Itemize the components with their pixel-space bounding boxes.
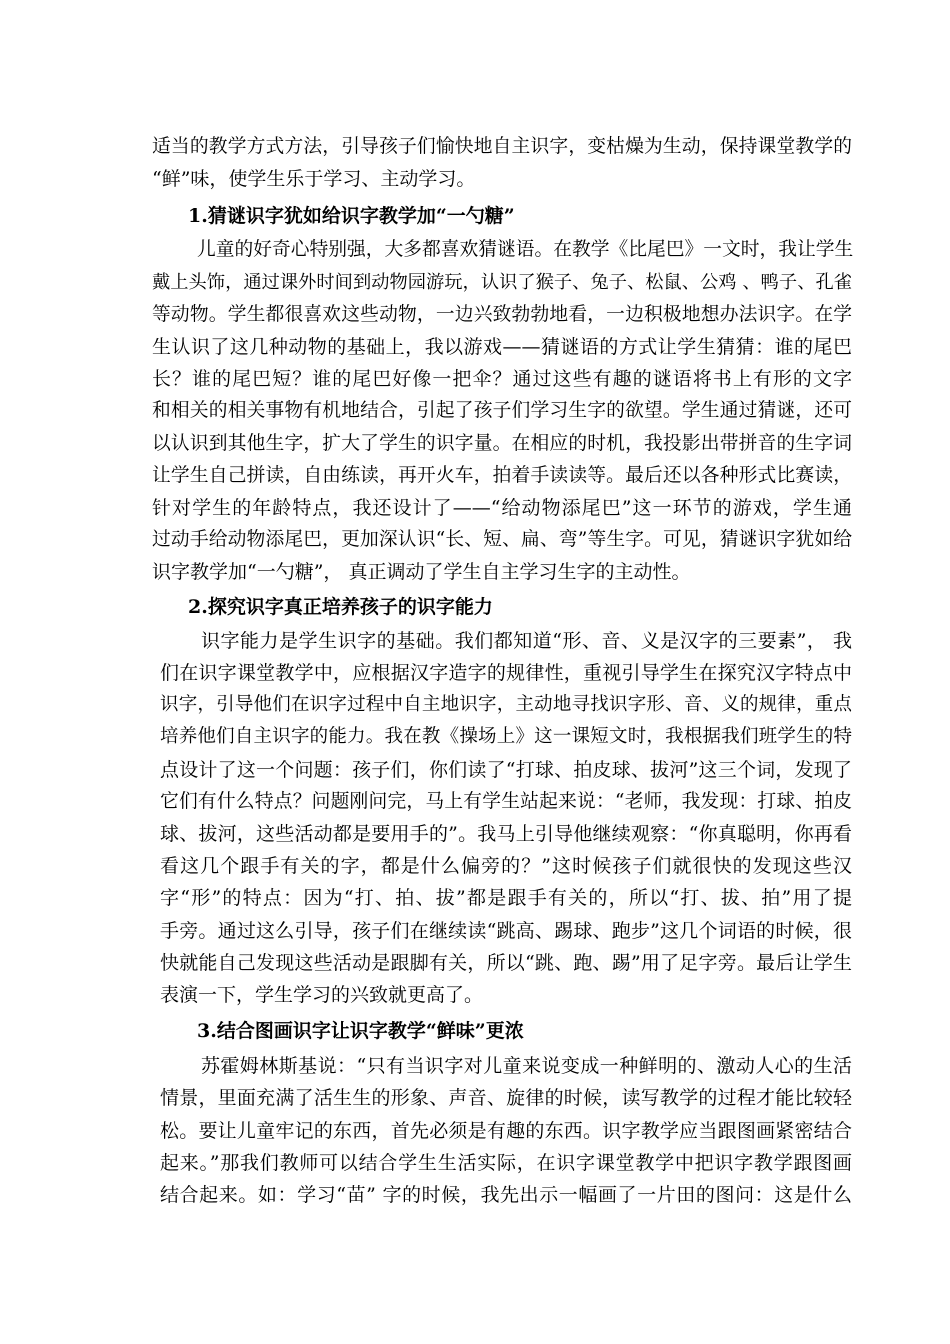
paragraph-line: 等动物。学生都很喜欢这些动物，一边兴致勃勃地看，一边积极地想办法识字。在学 bbox=[152, 304, 852, 325]
paragraph-line: 识字教学加“一勺糖”， 真正调动了学生自主学习生字的主动性。 bbox=[152, 561, 691, 583]
paragraph-line: 情景，里面充满了活生生的形象、声音、旋律的时候，读写教学的过程才能比较轻 bbox=[160, 1087, 852, 1109]
paragraph-line: 培养他们自主识字的能力。我在教《操场上》这一课短文时，我根据我们班学生的特 bbox=[160, 726, 852, 747]
paragraph-line: 结合起来。如：学习“苗” 字的时候，我先出示一幅画了一片田的图问：这是什么 bbox=[160, 1184, 852, 1206]
paragraph-line: 和相关的相关事物有机地结合，引起了孩子们学习生字的欲望。学生通过猜谜，还可 bbox=[152, 400, 852, 421]
paragraph-line: 戴上头饰，通过课外时间到动物园游玩，认识了猴子、兔子、松鼠、公鸡 、鸭子、孔雀 bbox=[152, 272, 852, 293]
paragraph-line: 让学生自己拼读，自由练读，再开火车，拍着手读读等。最后还以各种形式比赛读， bbox=[152, 465, 852, 486]
paragraph-line: 适当的教学方式方法，引导孩子们愉快地自主识字，变枯燥为生动，保持课堂教学的 bbox=[152, 136, 852, 157]
section-heading: 3.结合图画识字让识字教学“鲜味”更浓 bbox=[197, 1020, 524, 1042]
paragraph-line: 识字，引导他们在识字过程中自主地识字，主动地寻找识字形、音、义的规律，重点 bbox=[160, 694, 852, 715]
paragraph-line: 以认识到其他生字，扩大了学生的识字量。在相应的时机，我投影出带拼音的生字词 bbox=[152, 433, 852, 454]
paragraph-line: 手旁。通过这么引导，孩子们在继续读“跳高、踢球、跑步”这几个词语的时候，很 bbox=[160, 920, 852, 942]
paragraph-line: 快就能自己发现这些活动是跟脚有关，所以“跳、跑、踢”用了足字旁。最后让学生 bbox=[160, 952, 852, 974]
paragraph-line: 儿童的好奇心特别强，大多都喜欢猜谜语。在教学《比尾巴》一文时，我让学生 bbox=[197, 239, 854, 260]
paragraph-line: 它们有什么特点？问题刚问完，马上有学生站起来说：“老师，我发现：打球、拍皮 bbox=[160, 791, 852, 812]
paragraph-line: 字“形”的特点：因为“打、拍、拔”都是跟手有关的，所以“打、拔、拍”用了提 bbox=[160, 887, 852, 909]
section-heading: 1.猜谜识字犹如给识字教学加“一勺糖” bbox=[188, 205, 515, 227]
paragraph-line: 松。要让儿童牢记的东西，首先必须是有趣的东西。识字教学应当跟图画紧密结合 bbox=[160, 1120, 852, 1142]
paragraph-line: 看这几个跟手有关的字，都是什么偏旁的？”这时候孩子们就很快的发现这些汉 bbox=[160, 855, 852, 877]
section-heading: 2.探究识字真正培养孩子的识字能力 bbox=[188, 596, 493, 618]
paragraph-line: 表演一下，学生学习的兴致就更高了。 bbox=[160, 984, 484, 1006]
paragraph-line: “鲜”味，使学生乐于学习、主动学习。 bbox=[152, 168, 476, 190]
paragraph-line: 过动手给动物添尾巴，更加深认识“长、短、扁、弯”等生字。可见，猜谜识字犹如给 bbox=[152, 529, 852, 550]
paragraph-line: 针对学生的年龄特点，我还设计了——“给动物添尾巴”这一环节的游戏，学生通 bbox=[152, 497, 852, 519]
paragraph-line: 生认识了这几种动物的基础上，我以游戏——猜谜语的方式让学生猜猜：谁的尾巴 bbox=[152, 336, 852, 358]
paragraph-line: 识字能力是学生识字的基础。我们都知道“形、音、义是汉字的三要素”， 我 bbox=[201, 630, 852, 652]
paragraph-line: 球、拔河，这些活动都是要用手的”。我马上引导他继续观察：“你真聪明，你再看 bbox=[160, 823, 852, 845]
paragraph-line: 长？谁的尾巴短？谁的尾巴好像一把伞？通过这些有趣的谜语将书上有形的文字 bbox=[152, 368, 852, 390]
paragraph-line: 苏霍姆林斯基说：“只有当识字对儿童来说变成一种鲜明的、激动人心的生活 bbox=[201, 1055, 852, 1077]
paragraph-line: 点设计了这一个问题：孩子们，你们读了“打球、拍皮球、拔河”这三个词，发现了 bbox=[160, 759, 852, 781]
paragraph-line: 们在识字课堂教学中，应根据汉字造字的规律性，重视引导学生在探究汉字特点中 bbox=[160, 662, 852, 684]
paragraph-line: 起来。”那我们教师可以结合学生生活实际，在识字课堂教学中把识字教学跟图画 bbox=[160, 1152, 852, 1174]
